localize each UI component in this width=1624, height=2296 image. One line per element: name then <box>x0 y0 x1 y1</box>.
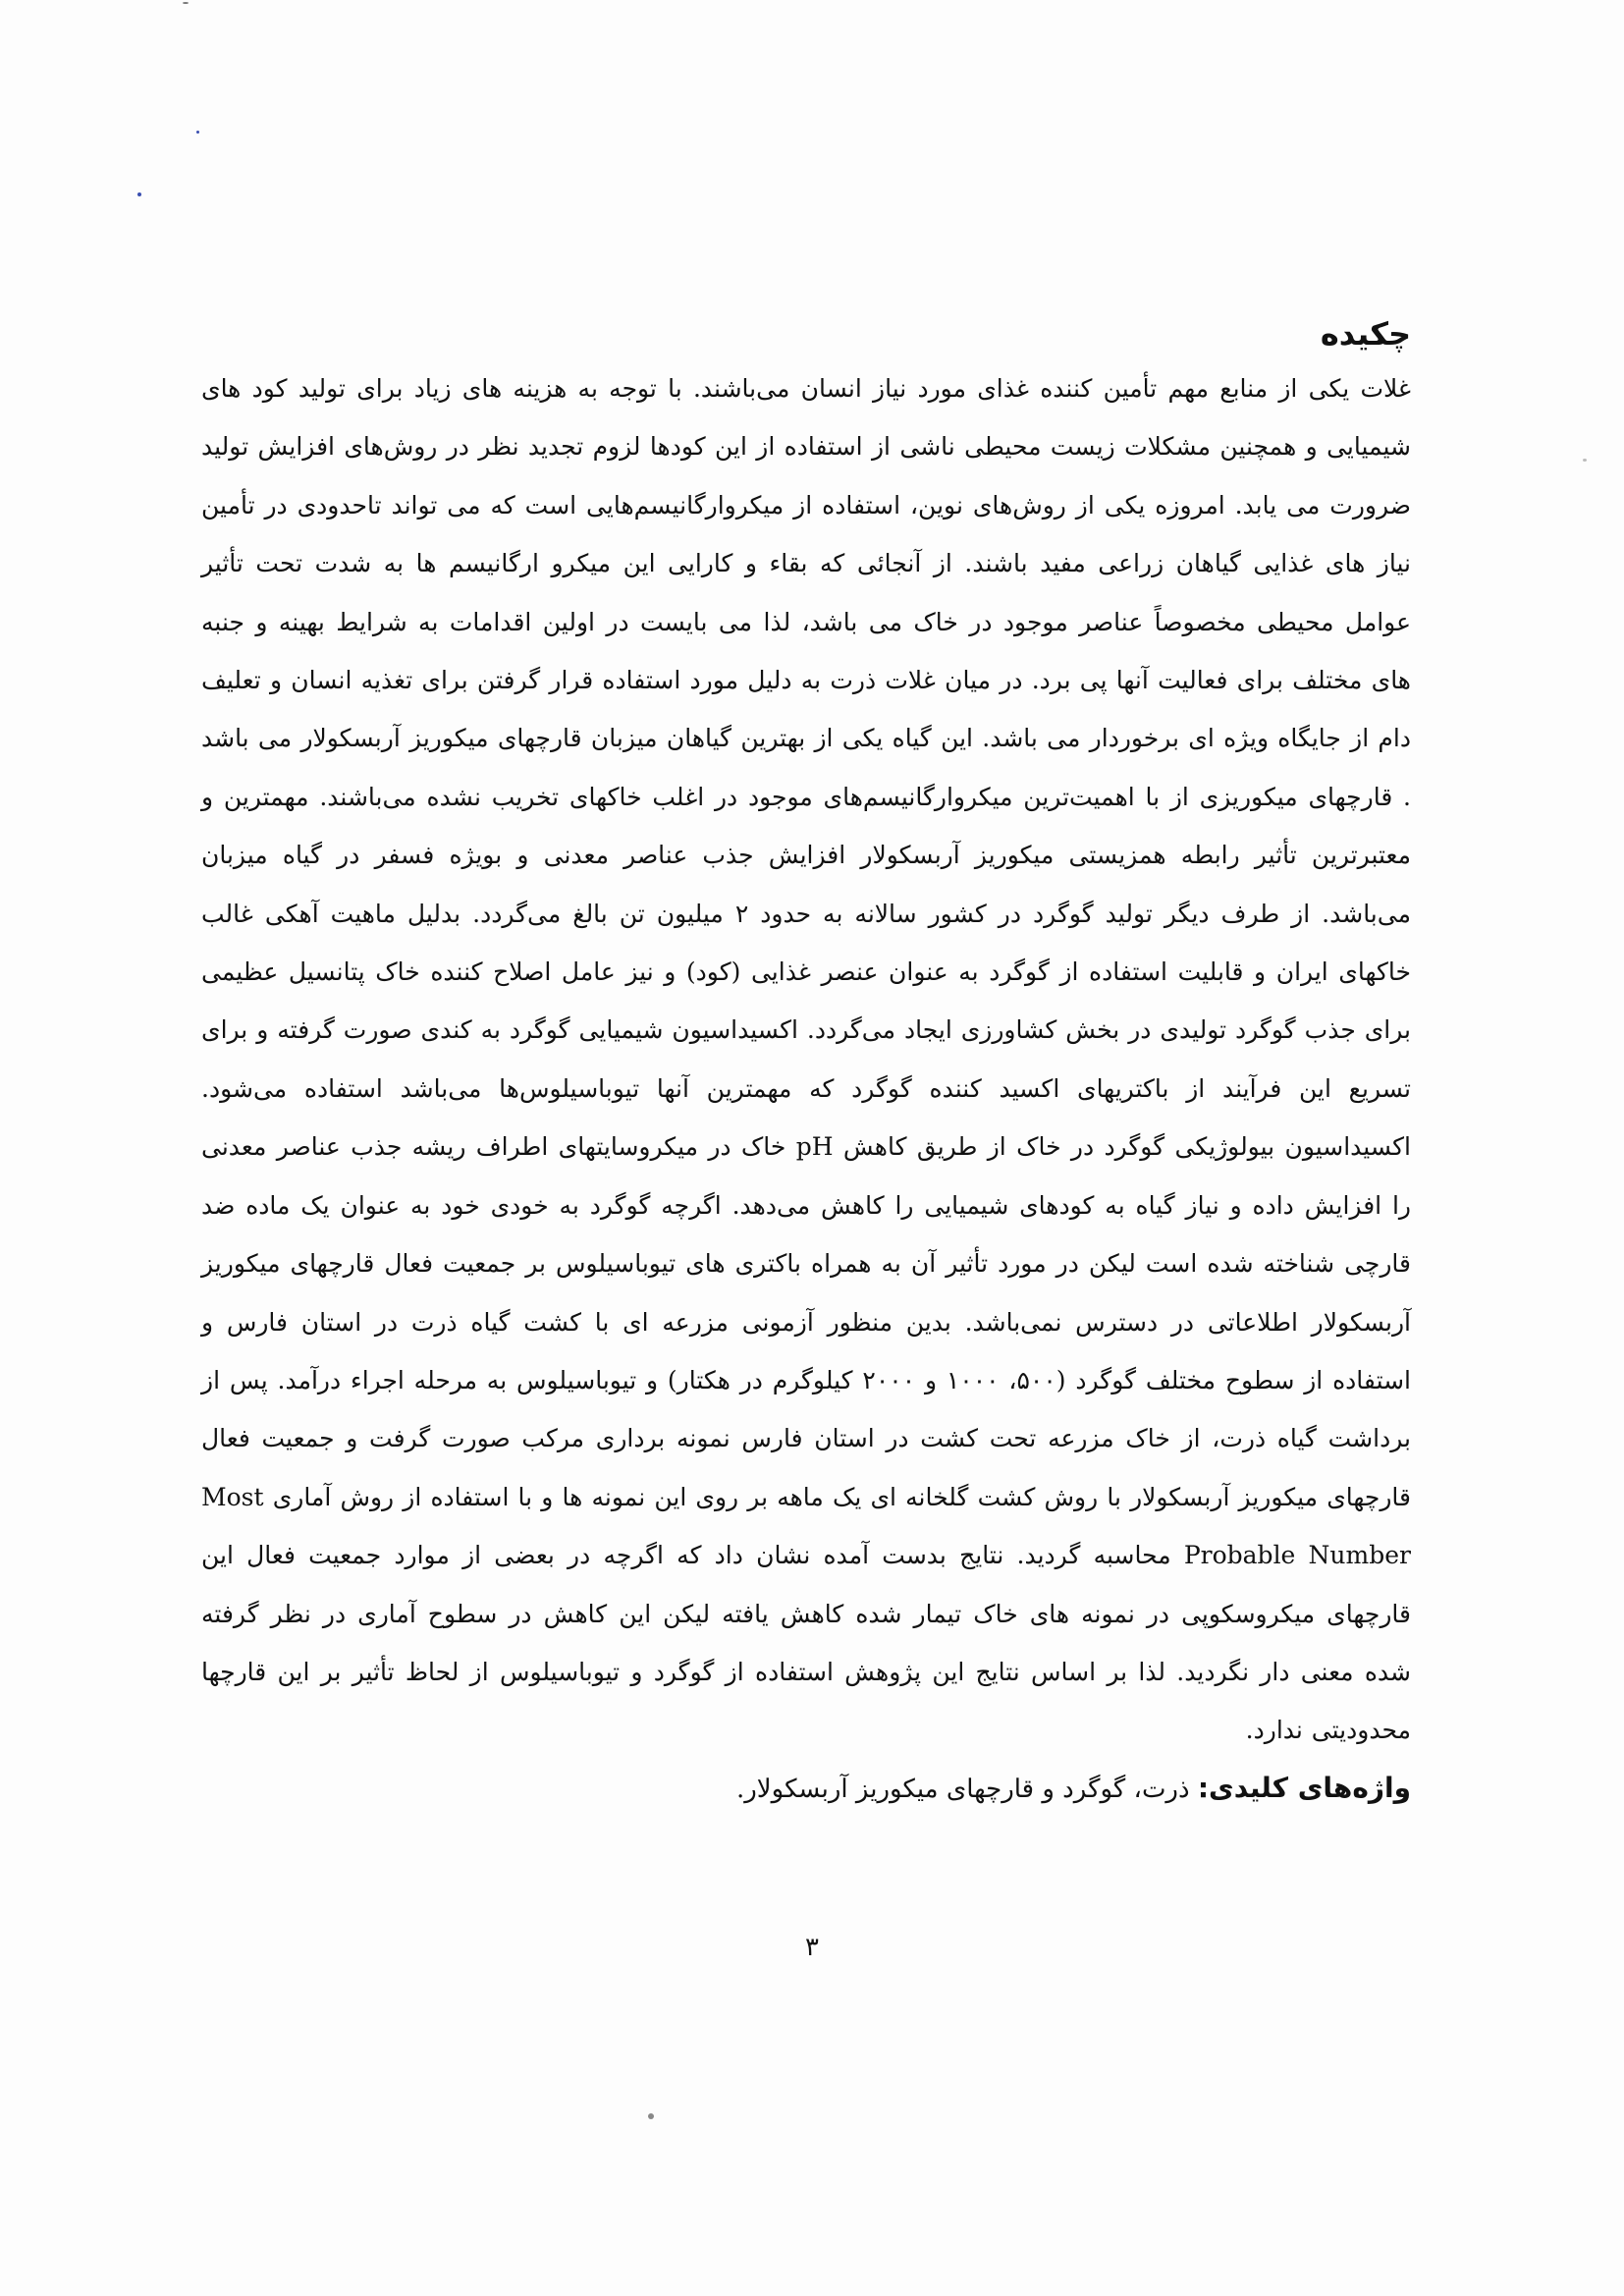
scan-speck <box>648 2113 654 2119</box>
keywords-label: واژه‌های کلیدی: <box>1197 1771 1411 1804</box>
keywords-text: ذرت، گوگرد و قارچهای میکوریز آربسکولار. <box>735 1774 1190 1804</box>
scan-speck <box>1583 459 1587 462</box>
abstract-section <box>201 312 1411 1814</box>
page-number: ۳ <box>805 1933 819 1962</box>
scan-speck <box>196 131 199 134</box>
keywords-line <box>201 1764 1411 1814</box>
abstract-paragraph: غلات یکی از منابع مهم تأمین کننده غذای مورد نیاز انسان می‌باشند. با توجه به هزینه های زیاد برای تولید کود های شیمیایی و همچنین مشکلات زیست محیطی ناشی از استفاده از این کودها لزوم تجدید نظر در روش‌های افزایش تولید ضرورت می یابد. امروزه یکی از روش‌های نوین، استفاده از میکروارگانیسم‌هایی است که می تواند تاحدودی در تأمین نیاز های غذایی گیاهان زراعی مفید باشند. از آنجائی که بقاء و کارایی این میکرو ارگانیسم ها به شدت تحت تأثیر عوامل محیطی مخصوصاً عناصر موجود در خاک می باشد، لذا می بایست در اولین اقدامات به شرایط بهینه و جنبه های مختلف برای فعالیت آنها پی برد. در میان غلات ذرت به دلیل مورد استفاده قرار گرفتن برای تغذیه انسان و تعلیف دام از جایگاه ویژه ای برخوردار می باشد. این گیاه یکی از بهترین گیاهان میزبان قارچهای میکوریز آربسکولار می باشد . قارچهای میکوریزی از با اهمیت‌ترین میکروارگانیسم‌های موجود در اغلب خاکهای تخریب نشده می‌باشند. مهمترین و معتبرترین تأثیر رابطه همزیستی میکوریز آربسکولار افزایش جذب عناصر معدنی و بویژه فسفر در گیاه میزبان می‌باشد. از طرف دیگر تولید گوگرد در کشور سالانه به حدود ۲ میلیون تن بالغ می‌گردد. بدلیل ماهیت آهکی غالب خاکهای ایران و قابلیت استفاده از گوگرد به عنوان عنصر غذایی (کود) و نیز عامل اصلاح کننده خاک پتانسیل عظیمی برای جذب گوگرد تولیدی در بخش کشاورزی ایجاد می‌گردد. اکسیداسیون شیمیایی گوگرد به کندی صورت گرفته و برای تسریع این فرآیند از باکتریهای اکسید کننده گوگرد که مهمترین آنها تیوباسیلوس‌ها می‌باشد استفاده می‌شود. اکسیداسیون بیولوژیکی گوگرد در خاک از طریق کاهش pH خاک در میکروسایتهای اطراف ریشه جذب عناصر معدنی را افزایش داده و نیاز گیاه به کودهای شیمیایی را کاهش می‌دهد. اگرچه گوگرد به خودی خود به عنوان یک ماده ضد قارچی شناخته شده است لیکن در مورد تأثیر آن به همراه باکتری های تیوباسیلوس بر جمعیت فعال قارچهای میکوریز آربسکولار اطلاعاتی در دسترس نمی‌باشد. بدین منظور آزمونی مزرعه ای با کشت گیاه ذرت در استان فارس و استفاده از سطوح مختلف گوگرد (۵۰۰، ۱۰۰۰ و ۲۰۰۰ کیلوگرم در هکتار) و تیوباسیلوس به مرحله اجراء درآمد. پس از برداشت گیاه ذرت، از خاک مزرعه تحت کشت در استان فارس نمونه برداری مرکب صورت گرفت و جمعیت فعال قارچهای میکوریز آربسکولار با روش کشت گلخانه ای یک ماهه بر روی این نمونه ها و با استفاده از روش آماری Most Probable Number محاسبه گردید. نتایج بدست آمده نشان داد که اگرچه در بعضی از موارد جمعیت فعال این قارچهای میکروسکوپی در نمونه های خاک تیمار شده کاهش یافته لیکن این کاهش در سطوح آماری در نظر گرفته شده معنی دار نگردید. لذا بر اساس نتایج این پژوهش استفاده از گوگرد و تیوباسیلوس از لحاظ تأثیر بر این قارچها محدودیتی ندارد. <box>201 374 1412 1745</box>
scan-speck <box>137 192 141 196</box>
scan-speck <box>183 2 189 4</box>
abstract-heading: چکیده <box>1320 315 1411 353</box>
